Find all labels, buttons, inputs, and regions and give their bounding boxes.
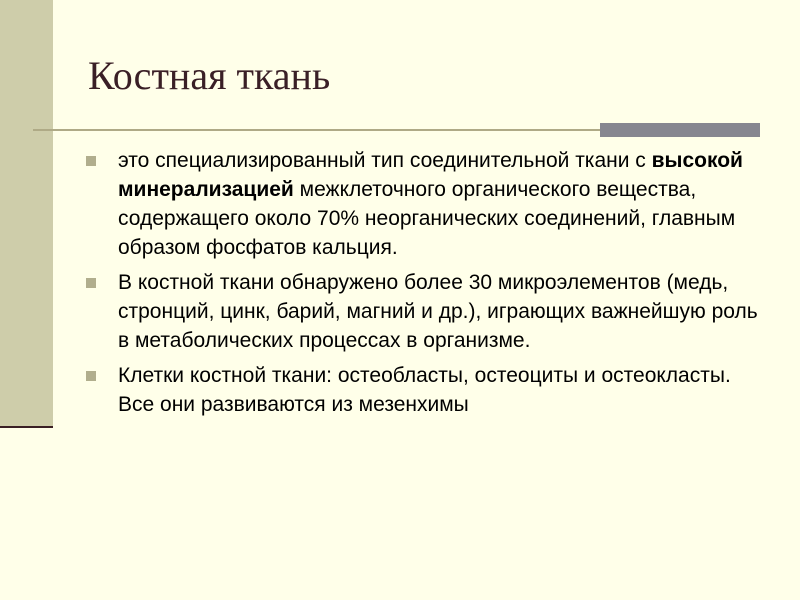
bullet-text-part: это специализированный тип соединительной ткани с (118, 149, 652, 172)
square-bullet-icon (86, 156, 96, 166)
square-bullet-icon (86, 278, 96, 288)
bullet-text (118, 149, 743, 259)
bullet-item (86, 146, 766, 262)
bullet-text: В костной ткани обнаружено более 30 микроэлементов (медь, стронций, цинк, барий, магний и др.), играющих важнейшую роль в метаболических процессах в организме. (118, 271, 758, 352)
bullet-item (86, 361, 766, 419)
bullet-text: Клетки костной ткани: остеобласты, остеоциты и остеокласты. Все они развиваются из мезенхимы (118, 364, 731, 416)
title-divider-accent (600, 123, 760, 137)
bullet-text-part: межклеточного органического вещества, содержащего около 70% неорганических соединений, главным образом фосфатов кальция. (118, 178, 736, 259)
left-band-bottom-edge (0, 426, 53, 428)
slide-title: Костная ткань (88, 53, 331, 98)
bullet-list (86, 146, 766, 425)
bullet-item (86, 268, 766, 355)
square-bullet-icon (86, 371, 96, 381)
bullet-text-bold: высокой минерализацией (118, 149, 743, 201)
left-decorative-band (0, 0, 53, 426)
